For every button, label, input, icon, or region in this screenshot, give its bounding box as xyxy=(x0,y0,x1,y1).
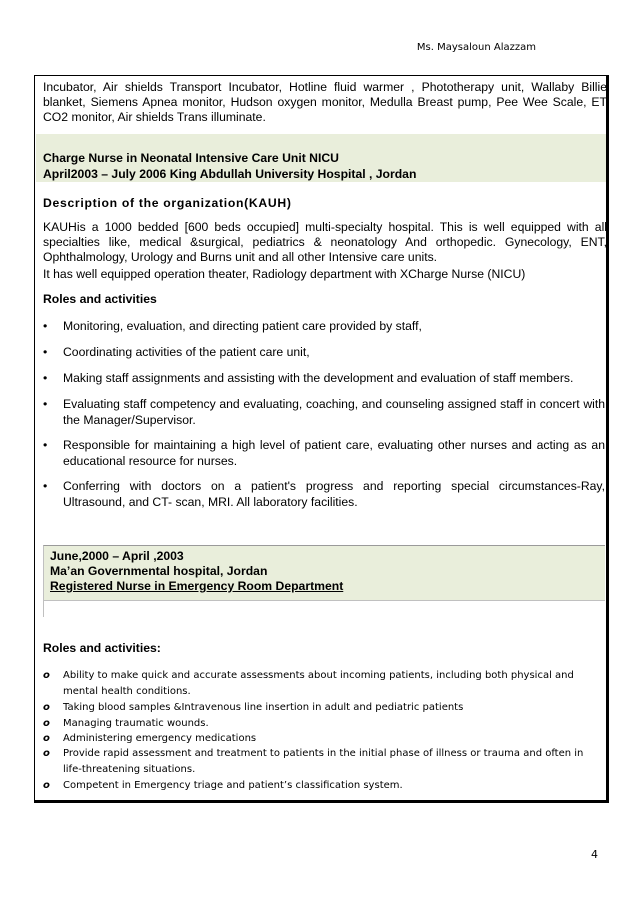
list-item-text: Managing traumatic wounds. xyxy=(63,718,209,729)
bullet-icon: • xyxy=(43,319,48,333)
bullet-icon: • xyxy=(43,371,48,385)
list-item-text: Administering emergency medications xyxy=(63,733,257,744)
circle-bullet-icon: o xyxy=(43,670,50,681)
job1-title: Charge Nurse in Neonatal Intensive Care Unit NICU xyxy=(43,151,339,165)
job2-header-box xyxy=(43,545,605,617)
job1-dates-place: April2003 – July 2006 King Abdullah University Hospital , Jordan xyxy=(43,167,417,181)
job2-roles-heading: Roles and activities: xyxy=(43,641,161,655)
list-item-text: Conferring with doctors on a patient's progress and reporting special circumstances-Ray, Ultrasound, and CT- scan, MRI. All laboratory facilities. xyxy=(63,479,605,509)
circle-bullet-icon: o xyxy=(43,702,50,713)
circle-bullet-icon: o xyxy=(43,718,50,729)
circle-bullet-icon: o xyxy=(43,780,50,791)
divider xyxy=(44,600,605,601)
list-item-text: Making staff assignments and assisting with the development and evaluation of staff members. xyxy=(63,371,574,385)
circle-bullet-icon: o xyxy=(43,748,50,759)
list-item-text: Ability to make quick and accurate assessments about incoming patients, including both physical and mental health conditions. xyxy=(63,670,574,697)
job2-title: Registered Nurse in Emergency Room Department xyxy=(50,579,344,593)
job2-dates: June,2000 – April ,2003 xyxy=(50,549,184,563)
org-description: KAUHis a 1000 bedded [600 beds occupied] multi-specialty hospital. This is well equipped with all specialties like, medical &surgical, pediatrics & neonatology And orthopedic. Gynecology, ENT, Ophthalmology, Urology and Burns unit and all other Intensive care units. xyxy=(43,220,607,264)
list-item-text: Competent in Emergency triage and patient’s classification system. xyxy=(63,780,403,791)
bullet-icon: • xyxy=(43,438,48,452)
job2-place: Ma’an Governmental hospital, Jordan xyxy=(50,564,268,578)
circle-bullet-icon: o xyxy=(43,733,50,744)
bullet-icon: • xyxy=(43,345,48,359)
list-item-text: Evaluating staff competency and evaluating, coaching, and counseling assigned staff in concert with the Manager/Supervisor. xyxy=(63,397,605,427)
bullet-icon: • xyxy=(43,479,48,493)
list-item-text: Monitoring, evaluation, and directing patient care provided by staff, xyxy=(63,319,422,333)
org-heading: Description of the organization(KAUH) xyxy=(43,196,292,210)
list-item-text: Provide rapid assessment and treatment to patients in the initial phase of illness or trauma and often in life-threatening situations. xyxy=(63,748,584,775)
header-name: Ms. Maysaloun Alazzam xyxy=(416,42,536,53)
list-item-text: Coordinating activities of the patient care unit, xyxy=(63,345,310,359)
equipment-text: Incubator, Air shields Transport Incubator, Hotline fluid warmer , Phototherapy unit, Wallaby Billie blanket, Siemens Apnea monitor, Hudson oxygen monitor, Medulla Breast pump, Pee Wee Scale, ET CO2 monitor, Air shields Trans illuminate. xyxy=(43,80,607,124)
org-description-2: It has well equipped operation theater, Radiology department with XCharge Nurse (NICU) xyxy=(43,267,526,281)
list-item-text: Responsible for maintaining a high level of patient care, evaluating other nurses and acting as an educational resource for nurses. xyxy=(63,438,605,468)
page-number: 4 xyxy=(591,848,598,861)
bullet-icon: • xyxy=(43,397,48,411)
list-item-text: Taking blood samples &Intravenous line insertion in adult and pediatric patients xyxy=(63,702,464,713)
roles-heading: Roles and activities xyxy=(43,292,157,306)
